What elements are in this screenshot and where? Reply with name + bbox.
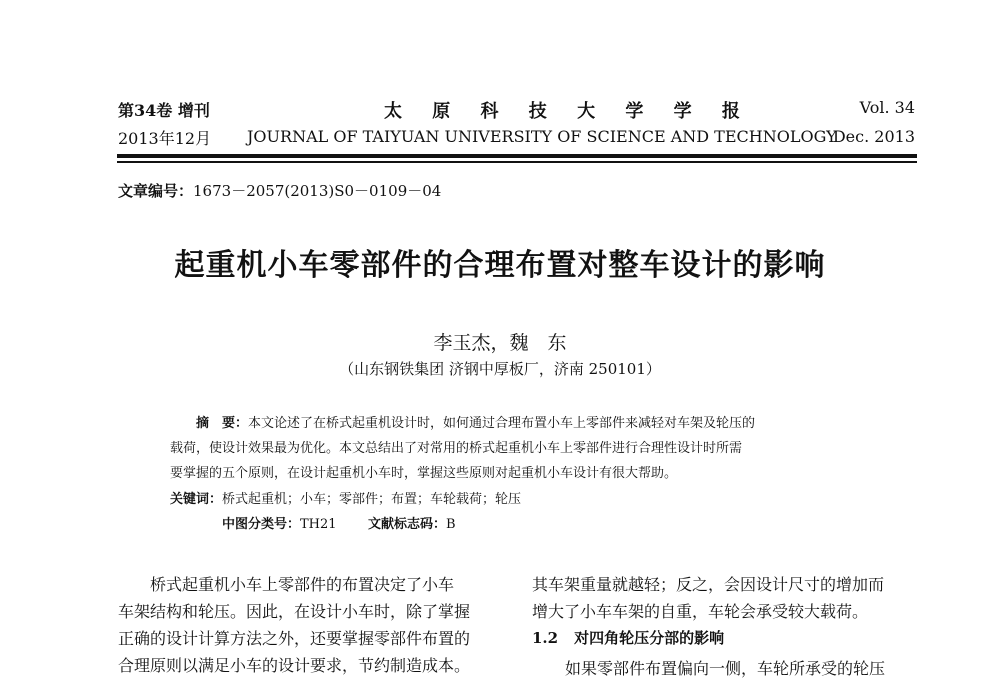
date-cn: 2013年12月 [118, 129, 212, 148]
abstract-line-3: 要掌握的五个原则，在设计起重机小车时，掌握这些原则对起重机小车设计有很大帮助。 [170, 466, 678, 481]
journal-name-en: JOURNAL OF TAIYUAN UNIVERSITY OF SCIENCE AND TECHNOLOGY [247, 127, 837, 146]
body-right-line-3: 如果零部件布置偏向一侧，车轮所承受的轮压 [565, 659, 886, 678]
body-left-line-1: 桥式起重机小车上零部件的布置决定了小车 [150, 575, 455, 594]
abstract-line-2: 载荷，使设计效果最为优化。本文总结出了对常用的桥式起重机小车上零部件进行合理性设计时所需 [170, 441, 743, 456]
abstract-text-1: 本文论述了在桥式起重机设计时，如何通过合理布置小车上零部件来减轻对车架及轮压的 [248, 416, 756, 431]
body-left-line-3: 正确的设计计算方法之外，还要掌握零部件布置的 [118, 629, 471, 648]
volume-issue-cn: 第34卷 增刊 [118, 101, 210, 120]
body-left-line-4: 合理原则以满足小车的设计要求，节约制造成本。 [118, 656, 471, 675]
article-number [118, 180, 441, 201]
clc-label: 中图分类号： [222, 517, 301, 532]
clc-value: TH21 [300, 517, 337, 532]
body-right-line-1: 其车架重量就越轻；反之，会因设计尺寸的增加而 [532, 575, 885, 594]
article-number-value: 1673－2057(2013)S0－0109－04 [193, 182, 442, 200]
volume-en: Vol. 34 [859, 98, 915, 117]
header-rule-thin [117, 161, 917, 163]
doc-code-label: 文献标志码： [368, 517, 447, 532]
authors: 李玉杰，魏 东 [433, 332, 567, 354]
abstract-line-1 [196, 412, 755, 431]
doc-code-value: B [446, 517, 456, 532]
keywords [170, 488, 521, 507]
document-code [368, 513, 456, 532]
affiliation: （山东钢铁集团 济钢中厚板厂，济南 250101） [339, 360, 661, 378]
journal-name-cn: 太 原 科 技 大 学 学 报 [384, 101, 752, 122]
section-heading-1-2 [532, 627, 724, 648]
section-number: 1.2 [532, 629, 559, 647]
clc-number [222, 513, 337, 532]
article-number-label: 文章编号： [118, 182, 194, 200]
section-title: 对四角轮压分部的影响 [574, 629, 725, 647]
body-right-line-2: 增大了小车车架的自重，车轮会承受较大载荷。 [532, 602, 869, 621]
header-rule-thick [117, 154, 917, 158]
date-en: Dec. 2013 [832, 127, 915, 146]
keywords-value: 桥式起重机；小车；零部件；布置；车轮载荷；轮压 [222, 492, 522, 507]
body-left-line-2: 车架结构和轮压。因此，在设计小车时，除了掌握 [118, 602, 471, 621]
paper-title: 起重机小车零部件的合理布置对整车设计的影响 [174, 248, 826, 283]
abstract-label: 摘 要： [196, 416, 249, 431]
keywords-label: 关键词： [170, 492, 223, 507]
